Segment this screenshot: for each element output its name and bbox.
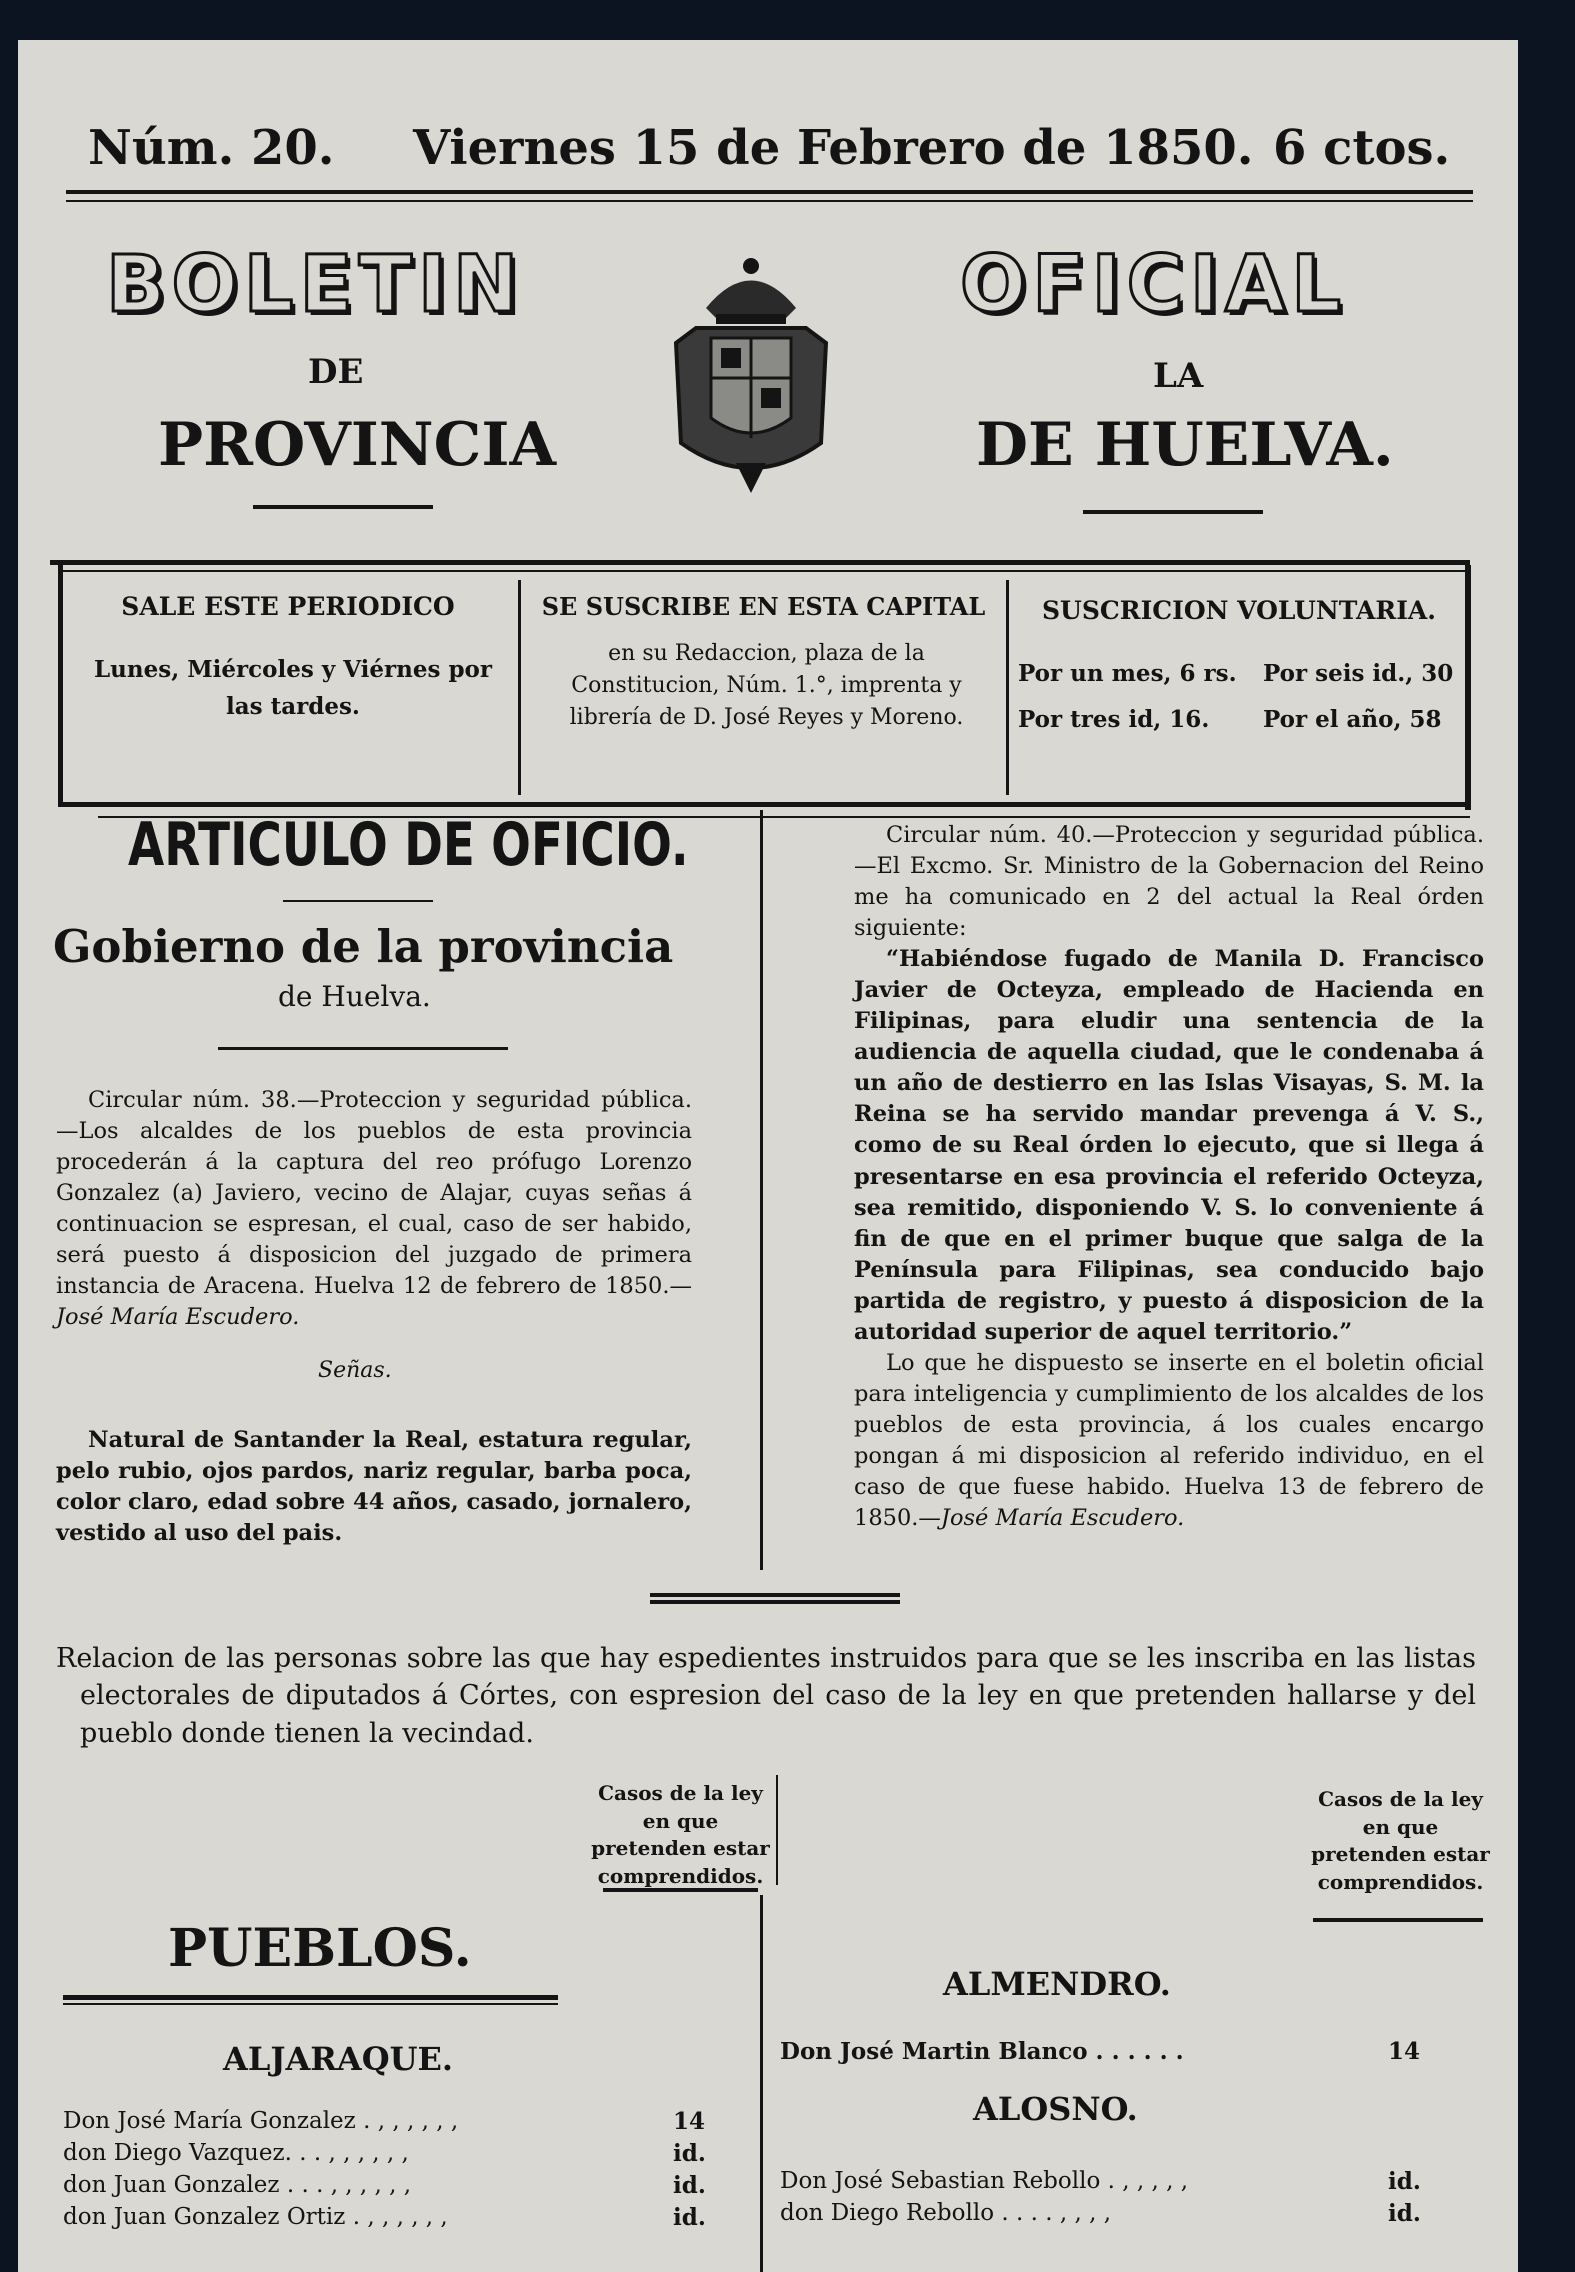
box-right-border (1465, 565, 1471, 810)
list-item: Don José María Gonzalez . , , , , , , (63, 2108, 459, 2134)
casos-label-right: Casos de la ley en que pretenden estar comprendidos. (1311, 1787, 1490, 1894)
section-title: ARTICULO DE OFICIO. (128, 810, 689, 880)
box-col1-text: Lunes, Miércoles y Viérnes por las tardes. (94, 656, 492, 720)
pueblos-rule (63, 1995, 558, 2000)
separator-rule-2 (650, 1600, 900, 1604)
casos-rule-right (1313, 1918, 1483, 1922)
gov-rule (218, 1047, 508, 1050)
masthead-provincia: PROVINCIA (158, 410, 557, 480)
newspaper-page (18, 40, 1518, 2272)
box-divider-2 (1006, 580, 1009, 795)
circular-38 (56, 1085, 692, 1333)
senas-text-block (56, 1425, 692, 1549)
list-column-divider (760, 1895, 763, 2272)
list-item-case: id. (673, 2204, 706, 2231)
header-rule-thin (66, 200, 1473, 202)
senas-text: Natural de Santander la Real, estatura regular, pelo rubio, ojos pardos, nariz regular, barba poca, color claro, edad sobre 44 años, casado, jornalero, vestido al uso del pais. (56, 1427, 692, 1547)
pueblos-title: PUEBLOS. (168, 1918, 472, 1979)
circular-38-signature: —José María Escudero. (56, 1273, 692, 1331)
masthead-oficial: OFICIAL (960, 240, 1347, 330)
list-item: don Juan Gonzalez Ortiz . , , , , , , (63, 2204, 448, 2230)
gov-title: Gobierno de la provincia (53, 920, 674, 973)
issue-price: 6 ctos. (1273, 120, 1451, 176)
box-col1-title: SALE ESTE PERIODICO (121, 592, 455, 621)
town-alosno: ALOSNO. (973, 2090, 1138, 2128)
price-yearly: Por el año, 58 (1263, 706, 1442, 733)
list-item: Don José Sebastian Rebollo . , , , , , (780, 2168, 1189, 2194)
box-col2-text: en su Redaccion, plaza de la Constitucion, Núm. 1.°, imprenta y librería de D. José Reyes y Moreno. (569, 641, 964, 730)
list-item-case: id. (1388, 2168, 1421, 2195)
box-top-rule-thin (58, 570, 1470, 572)
box-left-border (58, 565, 63, 805)
box-col2-title: SE SUSCRIBE EN ESTA CAPITAL (541, 592, 986, 621)
ornament-rule (283, 900, 433, 902)
casos-divider-left (776, 1775, 778, 1885)
circular-40-text: Circular núm. 40.—Proteccion y seguridad pública.—El Excmo. Sr. Ministro de la Gobernacion del Reino me ha comunicado en 2 del actual la Real órden siguiente: (854, 822, 1484, 942)
list-item-case: id. (673, 2140, 706, 2167)
circular-38-text: Circular núm. 38.—Proteccion y seguridad pública.—Los alcaldes de los pueblos de esta provincia procederán á la captura del reo prófugo Lorenzo Gonzalez (a) Javiero, vecino de Alajar, cuyas señas á continuacion se espresan, el cual, caso de ser habido, será puesto á disposicion del juzgado de primera instancia de Aracena. Huelva 12 de febrero de 1850. (56, 1087, 692, 1300)
issue-number: Núm. 20. (88, 120, 335, 176)
issue-date: Viernes 15 de Febrero de 1850. (413, 120, 1254, 176)
box-top-rule (50, 560, 1470, 565)
price-monthly: Por un mes, 6 rs. (1018, 660, 1237, 687)
gov-subtitle: de Huelva. (278, 980, 431, 1013)
masthead-de-huelva: DE HUELVA. (976, 410, 1394, 480)
pueblos-rule-thin (63, 2003, 558, 2005)
town-aljaraque: ALJARAQUE. (223, 2040, 454, 2078)
box-bottom-rule (58, 802, 1470, 807)
price-three-months: Por tres id, 16. (1018, 706, 1210, 733)
list-item-case: 14 (1388, 2038, 1421, 2065)
town-almendro: ALMENDRO. (943, 1965, 1171, 2003)
royal-order-quote: “Habiéndose fugado de Manila D. Francisco Javier de Octeyza, empleado de Hacienda en Filipinas, para eludir una sentencia de la audiencia de aquella ciudad, que le condenaba á un año de destierro en las Islas Visayas, S. M. la Reina se ha servido mandar prevenga á V. S., como de su Real órden lo ejecuto, que si llega á presentarse en esa provincia el referido Octeyza, sea remitido, disponiendo V. S. lo conveniente á fin de que en el primer buque que salga de la Península para Filipinas, sea conducido bajo partida de registro, y puesto á disposicion de la autoridad superior de aquel territorio.” (854, 946, 1484, 1345)
list-item-case: id. (1388, 2200, 1421, 2227)
relacion-text: Relacion de las personas sobre las que hay espedientes instruidos para que se les inscriba en las listas electorales de diputados á Córtes, con espresion del caso de la ley en que pretenden hallarse y del pueblo donde tienen la vecindad. (56, 1643, 1476, 1749)
casos-rule-left (603, 1888, 758, 1892)
list-item-case: 14 (673, 2108, 706, 2135)
closing-text: Lo que he dispuesto se inserte en el boletin oficial para inteligencia y cumplimiento de los alcaldes de los pueblos de esta provincia, á los cuales encargo pongan á mi disposicion al referido individuo, en el caso de que fuese habido. Huelva 13 de febrero de 1850. (854, 1349, 1484, 1532)
price-six-months: Por seis id., 30 (1263, 660, 1454, 687)
separator-rule (650, 1593, 900, 1597)
masthead-rule-left (253, 505, 433, 509)
list-item: don Diego Rebollo . . . . , , , , (780, 2200, 1112, 2226)
list-item-case: id. (673, 2172, 706, 2199)
masthead-de: DE (308, 352, 364, 392)
masthead-la: LA (1153, 356, 1204, 396)
list-item: don Diego Vazquez. . . , , , , , , (63, 2140, 409, 2166)
list-item: Don José Martin Blanco . . . . . . (780, 2038, 1184, 2065)
masthead-boletin: BOLETIN (106, 240, 525, 330)
closing-signature: —José María Escudero. (918, 1505, 1185, 1532)
senas-title: Señas. (318, 1358, 392, 1383)
column-divider (760, 810, 763, 1570)
masthead-rule-right (1083, 510, 1263, 514)
list-item: don Juan Gonzalez . . . , , , , , , (63, 2172, 412, 2198)
header-rule (66, 190, 1473, 194)
casos-label-left: Casos de la ley en que pretenden estar comprendidos. (591, 1781, 770, 1888)
coat-of-arms-icon (656, 248, 846, 498)
box-divider-1 (518, 580, 521, 795)
circular-40-block (854, 820, 1484, 1534)
box-col3-title: SUSCRICION VOLUNTARIA. (1041, 596, 1436, 625)
